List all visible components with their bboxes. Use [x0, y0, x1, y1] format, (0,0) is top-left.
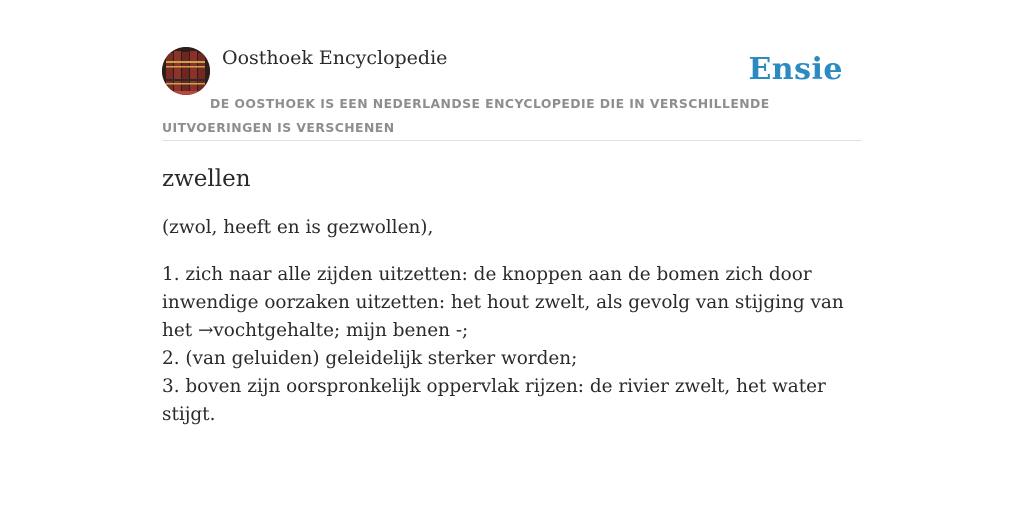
entry-definitions [162, 261, 862, 429]
definition-item: 3. boven zijn oorspronkelijk oppervlak rijzen: de rivier zwelt, het water stijgt. [162, 376, 826, 425]
entry-title: zwellen [162, 166, 251, 192]
entry-content [162, 160, 862, 429]
definition-item: 2. (van geluiden) geleidelijk sterker worden; [162, 348, 578, 369]
brand-logo[interactable]: Ensie [748, 52, 843, 87]
entry-grammar: (zwol, heeft en is gezwollen), [162, 217, 434, 238]
site-tagline: DE OOSTHOEK IS EEN NEDERLANDSE ENCYCLOPEDIE DIE IN VERSCHILLENDE UITVOERINGEN IS VERSCHENEN [162, 96, 770, 135]
site-title[interactable]: Oosthoek Encyclopedie [222, 47, 448, 69]
book-spines-icon [162, 47, 210, 95]
definition-item: 1. zich naar alle zijden uitzetten: de knoppen aan de bomen zich door inwendige oorzaken uitzetten: het hout zwelt, als gevolg van stijging van het →vochtgehalte; mijn benen -; [162, 264, 844, 341]
site-header [162, 46, 862, 141]
site-avatar[interactable] [162, 47, 210, 95]
